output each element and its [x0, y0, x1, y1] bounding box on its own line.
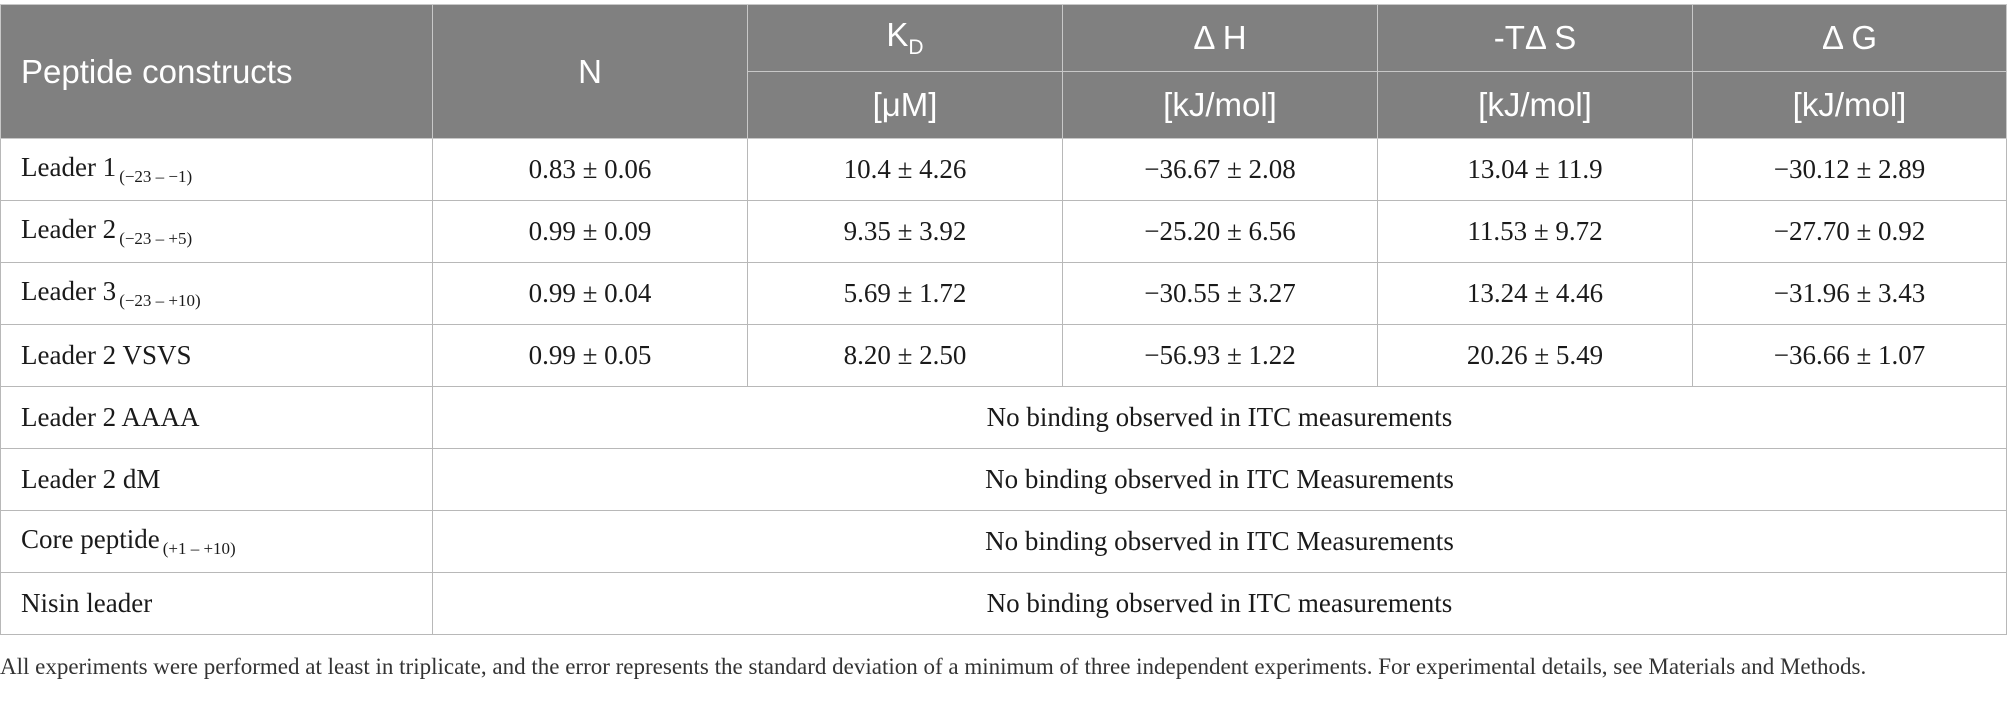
construct-range-subscript: (−23 – +10): [119, 291, 201, 310]
unit-delta-h: [kJ/mol]: [1063, 72, 1378, 139]
unit-delta-g: [kJ/mol]: [1693, 72, 2007, 139]
minus-t-delta-s-value: 20.26 ± 5.49: [1378, 325, 1693, 387]
kd-value: 5.69 ± 1.72: [748, 263, 1063, 325]
header-minus-t-delta-s: -TΔ S: [1378, 5, 1693, 72]
delta-g-value: −31.96 ± 3.43: [1693, 263, 2007, 325]
kd-value: 8.20 ± 2.50: [748, 325, 1063, 387]
delta-h-value: −25.20 ± 6.56: [1063, 201, 1378, 263]
n-value: 0.83 ± 0.06: [433, 139, 748, 201]
table-row: [1, 511, 2007, 573]
no-binding-note: No binding observed in ITC measurements: [433, 573, 2007, 635]
delta-g-value: −30.12 ± 2.89: [1693, 139, 2007, 201]
n-value: 0.99 ± 0.04: [433, 263, 748, 325]
delta-h-value: −30.55 ± 3.27: [1063, 263, 1378, 325]
construct-name: Leader 2: [21, 214, 117, 244]
construct-name: Leader 2 AAAA: [21, 402, 200, 432]
delta-g-value: −27.70 ± 0.92: [1693, 201, 2007, 263]
construct-range-subscript: (−23 – +5): [119, 229, 193, 248]
header-kd-main: K: [886, 16, 909, 53]
construct-name-cell: [1, 139, 433, 201]
header-kd-subscript: D: [908, 36, 924, 59]
table-row: [1, 325, 2007, 387]
n-value: 0.99 ± 0.05: [433, 325, 748, 387]
no-binding-note: No binding observed in ITC measurements: [433, 387, 2007, 449]
minus-t-delta-s-value: 11.53 ± 9.72: [1378, 201, 1693, 263]
header-delta-h: Δ H: [1063, 5, 1378, 72]
minus-t-delta-s-value: 13.24 ± 4.46: [1378, 263, 1693, 325]
table-footnote: All experiments were performed at least in triplicate, and the error represents the standard deviation of a minimum of three independent experiments. For experimental details, see Materials and Methods.: [0, 654, 1867, 679]
table-row: [1, 387, 2007, 449]
construct-range-subscript: (−23 – −1): [119, 167, 193, 186]
construct-name-cell: [1, 511, 433, 573]
table-row: [1, 449, 2007, 511]
construct-name: Core peptide: [21, 524, 160, 554]
no-binding-note: No binding observed in ITC Measurements: [433, 511, 2007, 573]
table-row: [1, 573, 2007, 635]
header-delta-g: Δ G: [1693, 5, 2007, 72]
construct-name: Nisin leader: [21, 588, 153, 618]
header-row: [1, 5, 2007, 72]
construct-name-cell: [1, 325, 433, 387]
no-binding-note: No binding observed in ITC Measurements: [433, 449, 2007, 511]
construct-name-cell: [1, 201, 433, 263]
construct-range-subscript: (+1 – +10): [162, 539, 236, 558]
table-row: [1, 201, 2007, 263]
unit-kd: [μM]: [748, 72, 1063, 139]
header-n: N: [433, 5, 748, 139]
construct-name-cell: [1, 263, 433, 325]
n-value: 0.99 ± 0.09: [433, 201, 748, 263]
delta-h-value: −36.67 ± 2.08: [1063, 139, 1378, 201]
unit-minus-t-delta-s: [kJ/mol]: [1378, 72, 1693, 139]
delta-g-value: −36.66 ± 1.07: [1693, 325, 2007, 387]
construct-name-cell: [1, 387, 433, 449]
header-kd: [748, 5, 1063, 72]
itc-binding-table: [0, 4, 2007, 635]
table-row: [1, 263, 2007, 325]
construct-name: Leader 2 dM: [21, 464, 161, 494]
kd-value: 10.4 ± 4.26: [748, 139, 1063, 201]
construct-name-cell: [1, 573, 433, 635]
minus-t-delta-s-value: 13.04 ± 11.9: [1378, 139, 1693, 201]
kd-value: 9.35 ± 3.92: [748, 201, 1063, 263]
construct-name: Leader 1: [21, 152, 117, 182]
delta-h-value: −56.93 ± 1.22: [1063, 325, 1378, 387]
itc-table-container: [0, 4, 2006, 635]
construct-name: Leader 2 VSVS: [21, 340, 192, 370]
table-row: [1, 139, 2007, 201]
construct-name-cell: [1, 449, 433, 511]
construct-name: Leader 3: [21, 276, 117, 306]
header-peptide-constructs: Peptide constructs: [1, 5, 433, 139]
